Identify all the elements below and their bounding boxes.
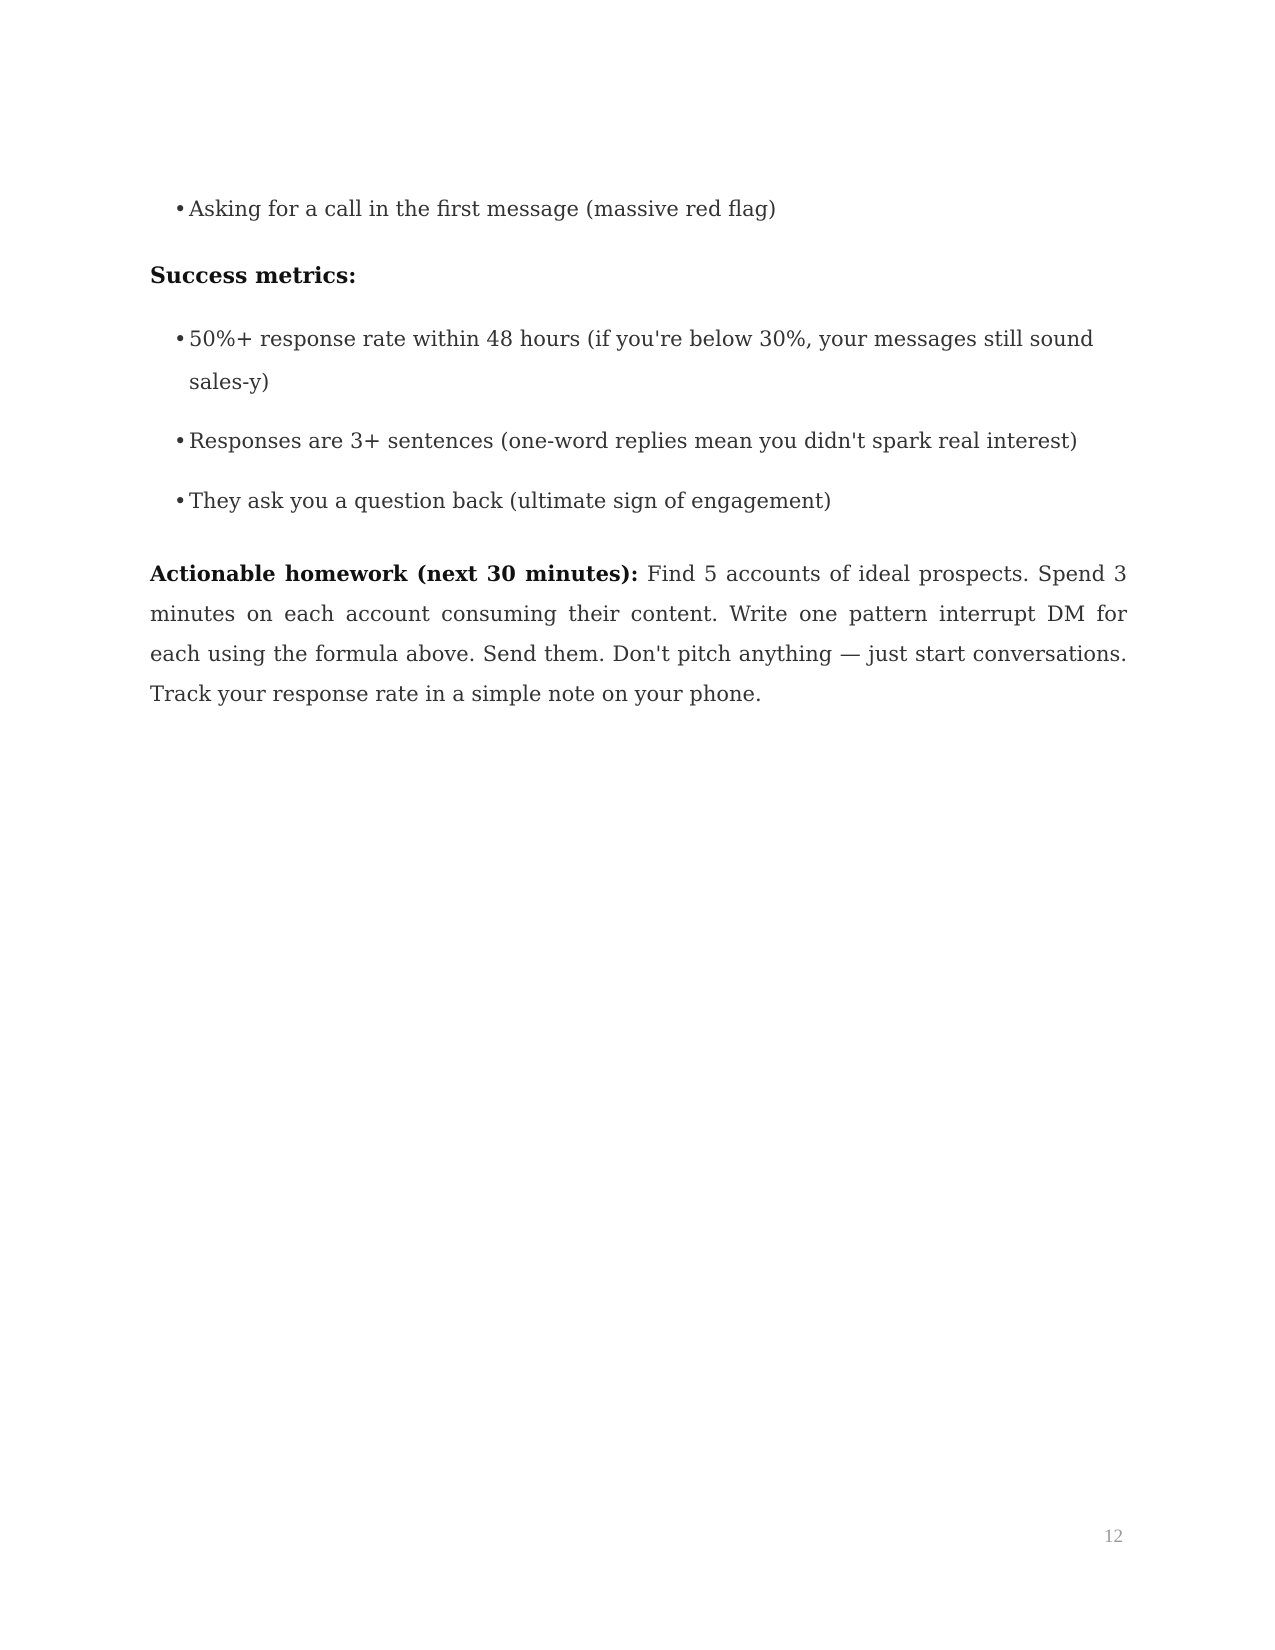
list-item (150, 479, 1127, 524)
bullet-icon: • (174, 197, 187, 221)
list-item (150, 419, 1127, 464)
bullet-icon: • (174, 327, 187, 351)
list-item-text: They ask you a question back (ultimate sign of engagement) (189, 489, 832, 513)
previous-bullet-list (150, 187, 1127, 232)
success-metrics-heading: Success metrics: (150, 263, 357, 289)
list-item-text: 50%+ response rate within 48 hours (if you're below 30%, your messages still sound sales-y) (189, 327, 1094, 394)
list-item-text: Asking for a call in the first message (massive red flag) (189, 197, 777, 221)
bullet-icon: • (174, 429, 187, 453)
list-item (150, 187, 1127, 232)
list-item (150, 318, 1127, 404)
page-number: 12 (1104, 1526, 1123, 1547)
homework-lead: Actionable homework (next 30 minutes): (150, 561, 639, 586)
homework-body: Find 5 accounts of ideal prospects. Spend 3 minutes on each account consuming their content. Write one pattern interrupt DM for each using the formula above. Send them. Don't pitch anything — just start conversations. Track your response rate in a simple note on your phone. (150, 562, 1127, 706)
bullet-icon: • (174, 489, 187, 513)
homework-paragraph (150, 554, 1127, 714)
list-item-text: Responses are 3+ sentences (one-word replies mean you didn't spark real interest) (189, 429, 1078, 453)
success-metrics-list (150, 318, 1127, 539)
